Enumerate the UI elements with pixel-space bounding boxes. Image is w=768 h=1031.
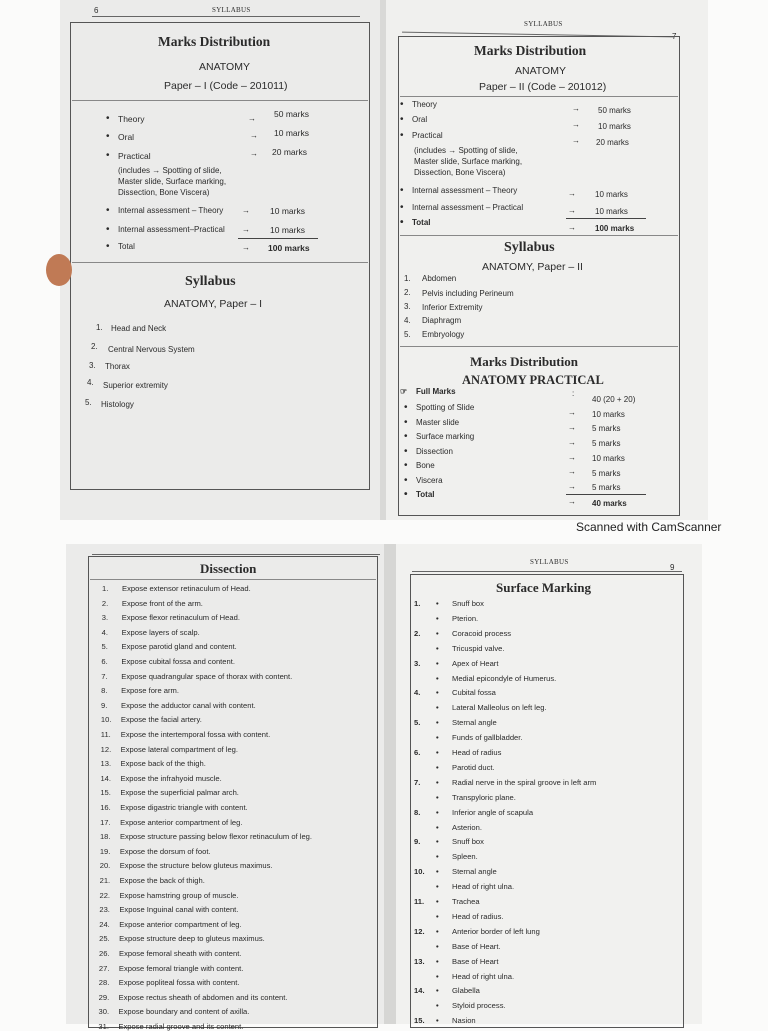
topic-5: Histology bbox=[101, 400, 134, 409]
full-marks-icon: ☞ bbox=[400, 387, 408, 396]
dissection-item-number: 19. bbox=[99, 846, 111, 856]
dissection-item-text: Expose hamstring group of muscle. bbox=[119, 890, 239, 900]
topic-2: Pelvis including Perineum bbox=[422, 289, 514, 298]
marks-title: Marks Distribution bbox=[158, 34, 271, 49]
dissection-item-text: Expose fore arm. bbox=[121, 686, 179, 696]
surface-group-number: 11. bbox=[414, 897, 425, 906]
dissection-item-number: 29. bbox=[98, 992, 110, 1002]
top-right-page: SYLLABUS 7 Marks Distribution ANATOMY Paper – II (Code – 201012) • Theory → 50 marks • Oral → 10 marks • Practical → 20 marks (includes → Spotting of slide, Master slide, Surface marking, Dissection, Bone Viscera) • Internal assessment – Theory → 10 marks • Internal assessment – Practical → 10 marks • Total → 100 marks Syllabus ANATOMY, Paper – II 1. Abdomen 2. Pelvis including Perineum 3. Inferior Extremity 4. Diaphragm 5. Embryology Marks Distribution ANATOMY PRACTICAL ☞ Full Marks : 40 (20 + 20) • Spotting of Slide → 10 marks • Master slide → 5 marks • Surface marking → 5 marks • Dissection → 10 marks • Bone → 5 marks • Viscera → 5 marks • Total → 40 marks bbox=[386, 0, 708, 520]
topic-1: Abdomen bbox=[422, 274, 457, 283]
dissection-item-text: Expose lateral compartment of leg. bbox=[120, 744, 239, 754]
title-rule bbox=[90, 579, 376, 580]
bullet-icon: • bbox=[436, 941, 439, 951]
dissection-item-number: 14. bbox=[100, 773, 111, 783]
dissection-item-number: 6. bbox=[101, 657, 108, 666]
subject-label: ANATOMY bbox=[199, 61, 250, 73]
bullet-icon: • bbox=[436, 837, 439, 847]
dissection-item-text: Expose the infrahyoid muscle. bbox=[120, 773, 222, 783]
practical-item-spotting: • Spotting of Slide bbox=[416, 403, 474, 412]
surface-item-text: Parotid duct. bbox=[452, 762, 495, 772]
dissection-item-text: Expose radial groove and its content. bbox=[118, 1022, 244, 1031]
surface-item-text: Radial nerve in the spiral groove in left arm bbox=[452, 777, 597, 787]
dissection-item-number: 25. bbox=[99, 934, 110, 944]
dissection-item-number: 8. bbox=[101, 686, 108, 696]
surface-group-number: 14. bbox=[414, 986, 425, 996]
dissection-item-text: Expose rectus sheath of abdomen and its content. bbox=[118, 992, 288, 1002]
dissection-item-number: 5. bbox=[101, 642, 108, 652]
dissection-title: Dissection bbox=[200, 561, 257, 576]
surface-item-text: Styloid process. bbox=[452, 1001, 506, 1011]
dissection-item-number: 10. bbox=[100, 715, 112, 725]
bullet-icon: • bbox=[436, 599, 439, 608]
syllabus-paper: ANATOMY, Paper – II bbox=[482, 261, 583, 273]
surface-item-text: Cubital fossa bbox=[452, 688, 496, 698]
bullet-icon: • bbox=[436, 882, 439, 892]
topic-4: Superior extremity bbox=[103, 381, 168, 390]
dissection-item-number: 28. bbox=[98, 978, 110, 988]
bullet-icon: • bbox=[436, 986, 439, 996]
bullet-icon: • bbox=[436, 807, 439, 817]
topic-4: Diaphragm bbox=[422, 316, 462, 325]
marks-internal-theory: 10 marks bbox=[595, 190, 628, 199]
running-head: SYLLABUS bbox=[524, 20, 563, 28]
surface-item-text: Medial epicondyle of Humerus. bbox=[452, 673, 557, 683]
finger bbox=[46, 254, 72, 286]
surface-group-number: 10. bbox=[414, 867, 425, 877]
item-oral: • Oral bbox=[412, 115, 427, 124]
total-label: • Total bbox=[118, 242, 135, 251]
bullet-icon: • bbox=[436, 971, 439, 981]
practical-item-surface-marking: • Surface marking bbox=[416, 432, 474, 441]
bullet-icon: • bbox=[436, 643, 439, 653]
dissection-item-number: 23. bbox=[99, 905, 110, 915]
surface-group-number: 9. bbox=[414, 837, 421, 847]
dissection-item-number: 7. bbox=[101, 671, 108, 681]
dissection-item-number: 17. bbox=[100, 817, 111, 827]
bullet-icon: • bbox=[436, 852, 439, 862]
surface-item-text: Glabella bbox=[452, 986, 480, 996]
topic-2: Central Nervous System bbox=[108, 345, 195, 354]
surface-item-text: Base of Heart. bbox=[452, 941, 501, 951]
dissection-item-text: Expose digastric triangle with content. bbox=[120, 803, 248, 812]
dissection-item-text: Expose Inguinal canal with content. bbox=[119, 905, 239, 915]
surface-item-text: Lateral Malleolus on left leg. bbox=[452, 703, 547, 713]
surface-item-text: Tricuspid valve. bbox=[452, 643, 505, 653]
top-left-page: 6 SYLLABUS Marks Distribution ANATOMY Paper – I (Code – 201011) • Theory → 50 marks • Oral → 10 marks • Practical → 20 marks (includes → Spotting of slide, Master slide, Surface marking, Dissection, Bone Viscera) • Internal assessment – Theory → 10 marks • Internal assessment–Practical → 10 marks • Total → 100 marks Syllabus ANATOMY, Paper – I 1. Head and Neck 2. Central Nervous System 3. Thorax 4. Superior extremity 5. Histology bbox=[60, 0, 380, 520]
dissection-item-text: Expose layers of scalp. bbox=[121, 627, 200, 637]
paper-label: Paper – I (Code – 201011) bbox=[164, 80, 288, 92]
practical-item-viscera: • Viscera bbox=[416, 476, 443, 485]
bullet-icon: • bbox=[436, 822, 439, 832]
surface-group-number: 12. bbox=[414, 926, 425, 936]
surface-item-text: Head of radius. bbox=[452, 911, 504, 921]
surface-group-number: 8. bbox=[414, 807, 421, 817]
dissection-item-number: 16. bbox=[100, 803, 111, 812]
dissection-item-text: Expose the structure below gluteus maximus. bbox=[119, 861, 273, 871]
bullet-icon: • bbox=[436, 792, 439, 802]
practical-marks-spotting: 10 marks bbox=[592, 410, 625, 419]
surface-group-number: 13. bbox=[414, 956, 425, 966]
dissection-item-text: Expose quadrangular space of thorax with content. bbox=[121, 671, 293, 681]
surface-item-text: Base of Heart bbox=[452, 956, 499, 966]
dissection-item-number: 18. bbox=[99, 832, 111, 842]
surface-item-text: Asterion. bbox=[452, 822, 482, 832]
dissection-item-number: 9. bbox=[101, 700, 108, 710]
surface-group-number: 1. bbox=[414, 599, 421, 608]
bullet-icon: • bbox=[436, 1001, 439, 1011]
bullet-icon: • bbox=[436, 688, 439, 698]
content-frame bbox=[70, 22, 370, 490]
surface-item-text: Head of right ulna. bbox=[452, 882, 515, 892]
running-head: SYLLABUS bbox=[212, 6, 251, 14]
dissection-item-number: 11. bbox=[100, 730, 111, 739]
surface-item-text: Sternal angle bbox=[452, 867, 497, 877]
scan-watermark: Scanned with CamScanner bbox=[576, 520, 722, 534]
bullet-icon: • bbox=[436, 867, 439, 877]
practical-note-3: Dissection, Bone Viscera) bbox=[414, 168, 506, 177]
bullet-icon: • bbox=[436, 762, 439, 772]
full-marks-label: Full Marks bbox=[416, 387, 456, 396]
bullet-icon: • bbox=[436, 703, 439, 713]
surface-item-text: Funds of gallbladder. bbox=[452, 733, 523, 743]
dissection-item-number: 22. bbox=[99, 890, 111, 900]
dissection-item-text: Expose anterior compartment of leg. bbox=[120, 817, 243, 827]
dissection-item-number: 13. bbox=[100, 759, 112, 769]
surface-item-text: Coracoid process bbox=[452, 628, 512, 638]
running-head: SYLLABUS bbox=[530, 558, 569, 566]
practical-item-bone: • Bone bbox=[416, 461, 435, 470]
internal-theory: • Internal assessment – Theory bbox=[118, 206, 223, 215]
surface-item-text: Inferior angle of scapula bbox=[452, 807, 534, 817]
surface-item-text: Sternal angle bbox=[452, 718, 497, 728]
page-number: 9 bbox=[670, 563, 675, 572]
practical-item-dissection: • Dissection bbox=[416, 447, 453, 456]
dissection-item-number: 12. bbox=[100, 744, 112, 754]
surface-item-text: Apex of Heart bbox=[452, 658, 499, 668]
marks-theory: 50 marks bbox=[274, 109, 309, 119]
syllabus-paper: ANATOMY, Paper – I bbox=[164, 298, 263, 310]
dissection-item-number: 26. bbox=[99, 949, 110, 958]
page-number: 6 bbox=[94, 6, 99, 15]
bullet-icon: • bbox=[436, 613, 439, 623]
dissection-item-text: Expose cubital fossa and content. bbox=[121, 657, 235, 666]
section-rule bbox=[72, 262, 368, 263]
dissection-item-number: 4. bbox=[101, 627, 108, 637]
item-practical: • Practical bbox=[118, 151, 151, 161]
bottom-right-page bbox=[396, 544, 702, 1024]
internal-practical: • Internal assessment – Practical bbox=[412, 203, 523, 212]
surface-item-text: Anterior border of left lung bbox=[452, 926, 540, 936]
dissection-item-number: 21. bbox=[99, 876, 111, 885]
topic-3: Thorax bbox=[105, 362, 130, 371]
surface-marking-title: Surface Marking bbox=[496, 580, 591, 595]
bullet-icon: • bbox=[436, 658, 439, 668]
header-rule bbox=[412, 571, 682, 572]
dissection-item-number: 1. bbox=[102, 584, 109, 593]
bullet-icon: • bbox=[436, 1016, 439, 1026]
syllabus-title: Syllabus bbox=[504, 240, 555, 255]
section-rule bbox=[400, 346, 678, 347]
dissection-item-text: Expose boundary and content of axilla. bbox=[118, 1007, 250, 1017]
bullet-icon: • bbox=[436, 628, 439, 638]
total-label: • Total bbox=[412, 218, 431, 227]
bottom-photo bbox=[66, 544, 702, 1031]
practical-marks-viscera: 5 marks bbox=[592, 483, 621, 492]
practical-note-2: Master slide, Surface marking, bbox=[414, 157, 523, 166]
dissection-item-number: 24. bbox=[99, 919, 110, 929]
bullet-icon: • bbox=[436, 733, 439, 743]
marks-oral: 10 marks bbox=[598, 122, 631, 131]
item-theory: • Theory bbox=[412, 100, 437, 109]
total-marks: 100 marks bbox=[595, 224, 635, 233]
practical-note-3: Dissection, Bone Viscera) bbox=[118, 188, 210, 197]
dissection-item-number: 30. bbox=[98, 1007, 110, 1017]
topic-5: Embryology bbox=[422, 330, 465, 339]
practical-note-1: (includes → Spotting of slide, bbox=[118, 166, 222, 175]
paper-label: Paper – II (Code – 201012) bbox=[479, 81, 607, 93]
bullet-icon: • bbox=[436, 911, 439, 921]
dissection-item-text: Expose parotid gland and content. bbox=[121, 642, 237, 652]
marks-practical: 20 marks bbox=[596, 138, 629, 147]
header-rule bbox=[92, 554, 380, 555]
dissection-item-text: Expose anterior compartment of leg. bbox=[119, 919, 242, 929]
dissection-item-text: Expose back of the thigh. bbox=[120, 759, 206, 769]
surface-group-number: 6. bbox=[414, 748, 421, 757]
bullet-icon: • bbox=[436, 718, 439, 728]
surface-group-number: 7. bbox=[414, 777, 421, 787]
dissection-item-text: Expose flexor retinaculum of Head. bbox=[121, 613, 240, 623]
total-marks: 100 marks bbox=[268, 243, 310, 253]
surface-item-text: Nasion bbox=[452, 1016, 476, 1026]
bullet-icon: • bbox=[436, 926, 439, 936]
section-rule bbox=[400, 96, 678, 97]
practical-marks-title: Marks Distribution bbox=[470, 354, 578, 369]
surface-item-text: Trachea bbox=[452, 897, 480, 906]
surface-item-text: Head of right ulna. bbox=[452, 971, 515, 981]
marks-internal-practical: 10 marks bbox=[270, 225, 305, 235]
subject-label: ANATOMY bbox=[515, 65, 566, 77]
bullet-icon: • bbox=[436, 673, 439, 683]
practical-marks-bone: 5 marks bbox=[592, 469, 621, 478]
dissection-item-number: 3. bbox=[101, 613, 109, 623]
bullet-icon: • bbox=[436, 777, 439, 787]
dissection-item-text: Expose structure deep to gluteus maximus. bbox=[119, 934, 265, 944]
top-photo bbox=[60, 0, 708, 520]
bullet-icon: • bbox=[436, 748, 439, 757]
marks-internal-theory: 10 marks bbox=[270, 206, 305, 216]
practical-marks-dissection: 10 marks bbox=[592, 454, 625, 463]
section-rule bbox=[400, 235, 678, 236]
topic-1: Head and Neck bbox=[111, 324, 167, 333]
bottom-left-page bbox=[66, 544, 384, 1031]
dissection-item-text: Expose femoral sheath with content. bbox=[119, 949, 242, 958]
practical-note-2: Master slide, Surface marking, bbox=[118, 177, 227, 186]
practical-total-marks: 40 marks bbox=[592, 499, 627, 508]
surface-item-text: Snuff box bbox=[452, 837, 484, 847]
item-oral: • Oral bbox=[118, 132, 134, 142]
full-marks-value: 40 (20 + 20) bbox=[592, 395, 636, 404]
surface-group-number: 4. bbox=[414, 688, 421, 698]
internal-theory: • Internal assessment – Theory bbox=[412, 186, 517, 195]
dissection-item-number: 27. bbox=[98, 963, 110, 973]
practical-subtitle: ANATOMY PRACTICAL bbox=[462, 373, 604, 387]
marks-practical: 20 marks bbox=[272, 147, 307, 157]
dissection-item-number: 2. bbox=[101, 598, 109, 608]
dissection-item-text: Expose popliteal fossa with content. bbox=[118, 978, 240, 988]
surface-item-text: Head of radius bbox=[452, 748, 502, 757]
header-rule bbox=[92, 16, 360, 17]
surface-item-text: Snuff box bbox=[452, 599, 484, 608]
dissection-item-text: Expose the intertemporal fossa with content. bbox=[120, 730, 271, 739]
item-theory: • Theory bbox=[118, 114, 144, 124]
surface-item-text: Transpyloric plane. bbox=[452, 792, 516, 802]
section-rule bbox=[72, 100, 368, 101]
dissection-item-number: 20. bbox=[99, 861, 111, 871]
internal-practical: • Internal assessment–Practical bbox=[118, 225, 225, 234]
dissection-item-text: Expose the facial artery. bbox=[120, 715, 202, 725]
practical-note-1: (includes → Spotting of slide, bbox=[414, 146, 518, 155]
practical-marks-surface-marking: 5 marks bbox=[592, 439, 621, 448]
marks-title: Marks Distribution bbox=[474, 43, 587, 58]
surface-item-text: Spleen. bbox=[452, 852, 478, 862]
page-number: 7 bbox=[672, 32, 677, 41]
dissection-item-text: Expose structure passing below flexor retinaculum of leg. bbox=[119, 832, 313, 842]
dissection-item-text: Expose femoral triangle with content. bbox=[118, 963, 244, 973]
dissection-item-number: 15. bbox=[100, 788, 111, 798]
marks-internal-practical: 10 marks bbox=[595, 207, 628, 216]
dissection-item-text: Expose the adductor canal with content. bbox=[121, 700, 256, 710]
dissection-item-text: Expose extensor retinaculum of Head. bbox=[122, 584, 251, 593]
dissection-item-number: 31. bbox=[98, 1022, 109, 1031]
practical-marks-master-slide: 5 marks bbox=[592, 424, 621, 433]
dissection-item-text: Expose the superficial palmar arch. bbox=[120, 788, 239, 798]
surface-group-number: 2. bbox=[414, 628, 421, 638]
marks-theory: 50 marks bbox=[598, 106, 631, 115]
surface-group-number: 3. bbox=[414, 658, 421, 668]
practical-total-label: • Total bbox=[416, 490, 435, 499]
surface-group-number: 5. bbox=[414, 718, 421, 728]
surface-item-text: Pterion. bbox=[452, 613, 479, 623]
topic-3: Inferior Extremity bbox=[422, 303, 483, 312]
practical-item-master-slide: • Master slide bbox=[416, 418, 459, 427]
surface-group-number: 15. bbox=[414, 1016, 425, 1026]
bullet-icon: • bbox=[436, 897, 439, 906]
dissection-item-text: Expose the back of thigh. bbox=[119, 876, 205, 885]
marks-oral: 10 marks bbox=[274, 128, 309, 138]
dissection-item-text: Expose front of the arm. bbox=[121, 598, 203, 608]
item-practical: • Practical bbox=[412, 131, 443, 140]
bullet-icon: • bbox=[436, 956, 439, 966]
syllabus-title: Syllabus bbox=[185, 274, 236, 289]
dissection-item-text: Expose the dorsum of foot. bbox=[119, 846, 211, 856]
